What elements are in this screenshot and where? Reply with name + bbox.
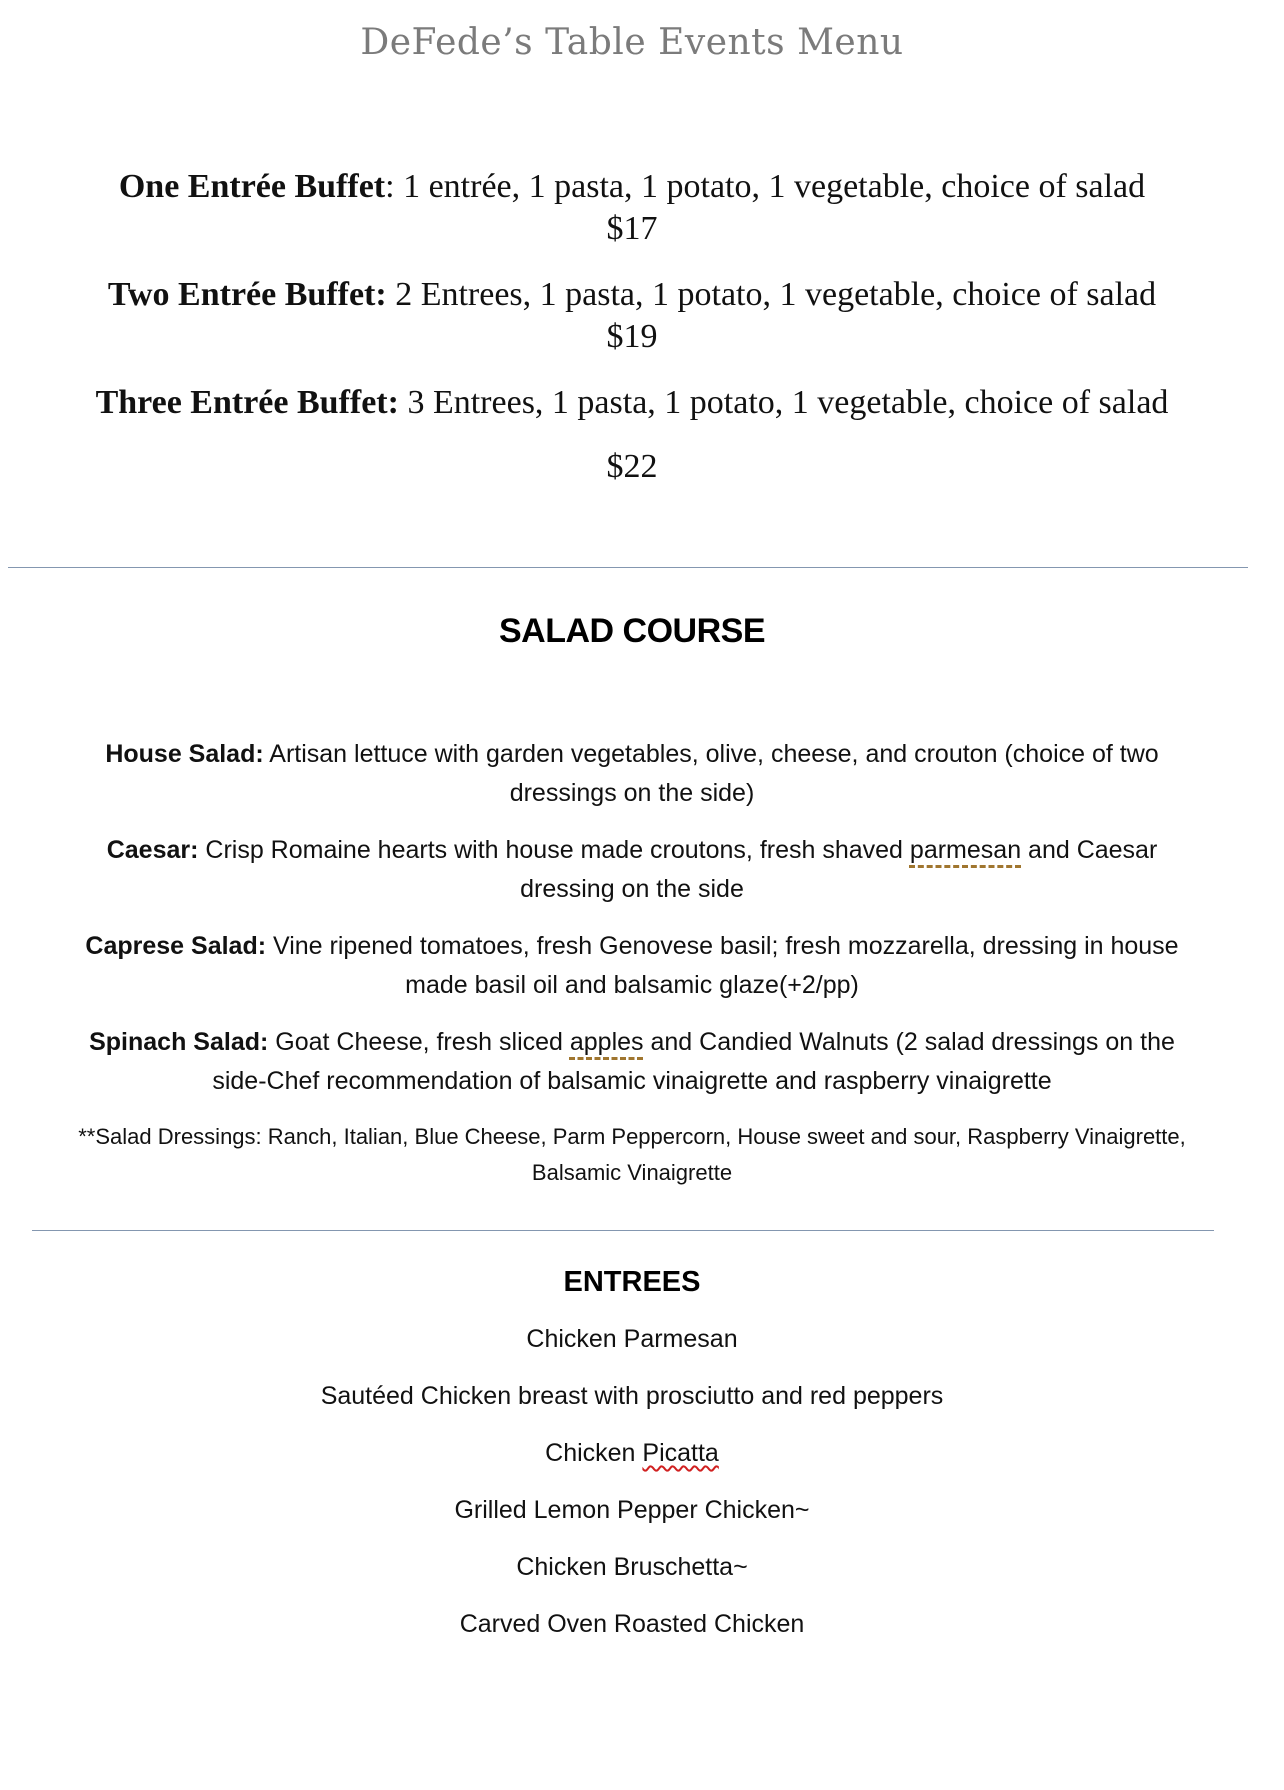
salad-course-heading: SALAD COURSE [498, 612, 766, 650]
divider-line [32, 1230, 1214, 1231]
salad-list [62, 735, 1202, 1191]
salad-dressings-note: **Salad Dressings: Ranch, Italian, Blue Cheese, Parm Peppercorn, House sweet and sour, Raspberry Vinaigrette, Balsamic Vinaigrette [78, 1124, 1186, 1185]
salad-name: House Salad: [105, 740, 264, 768]
buffet-two-price: $19 [606, 318, 658, 355]
salad-item-spinach [62, 1023, 1202, 1101]
salad-description: Artisan lettuce with garden vegetables, olive, cheese, and crouton (choice of two dressings on the side) [269, 740, 1159, 807]
buffet-options [50, 166, 1214, 512]
spelling-flagged-word: Picatta [642, 1439, 719, 1467]
entree-item: Chicken Bruschetta~ [516, 1553, 748, 1581]
entree-list [0, 1322, 1264, 1664]
buffet-one-details: 1 entrée, 1 pasta, 1 potato, 1 vegetable, choice of salad [403, 168, 1146, 205]
buffet-three-price: $22 [606, 448, 658, 485]
entree-item: Grilled Lemon Pepper Chicken~ [454, 1496, 810, 1524]
salad-name: Spinach Salad: [89, 1028, 269, 1056]
entree-item-start: Chicken [545, 1439, 643, 1467]
salad-description: Vine ripened tomatoes, fresh Genovese basil; fresh mozzarella, dressing in house made basil oil and balsamic glaze(+2/pp) [273, 932, 1179, 999]
grammar-flagged-word: apples [569, 1028, 644, 1056]
buffet-one-price: $17 [606, 210, 658, 247]
document-title: DeFede’s Table Events Menu [360, 22, 904, 63]
salad-description-end: and Candied Walnuts (2 salad dressings on the side-Chef recommendation of balsamic vinaigrette and raspberry vinaigrette [212, 1028, 1175, 1095]
buffet-one-name: One Entrée Buffet [118, 168, 386, 205]
salad-item-caprese [62, 927, 1202, 1005]
buffet-three-description [50, 382, 1214, 424]
buffet-two-separator [387, 276, 396, 313]
entrees-heading: ENTREES [563, 1266, 701, 1298]
salad-item-caesar [62, 831, 1202, 909]
salad-name: Caesar: [106, 836, 199, 864]
salad-item-house [62, 735, 1202, 813]
grammar-flagged-word: parmesan [909, 836, 1022, 864]
buffet-one-separator: : [385, 168, 404, 205]
salad-name: Caprese Salad: [85, 932, 267, 960]
buffet-three-details: 3 Entrees, 1 pasta, 1 potato, 1 vegetable, choice of salad [407, 384, 1169, 421]
buffet-two-description [50, 274, 1214, 316]
buffet-two-details: 2 Entrees, 1 pasta, 1 potato, 1 vegetable, choice of salad [395, 276, 1157, 313]
buffet-three-name: Three Entrée Buffet: [95, 384, 399, 421]
entree-item: Chicken Parmesan [526, 1325, 738, 1353]
buffet-one-description [50, 166, 1214, 208]
salad-description-start: Goat Cheese, fresh sliced [275, 1028, 570, 1056]
salad-description-end: and Caesar dressing on the side [520, 836, 1158, 903]
buffet-two-name: Two Entrée Buffet: [107, 276, 387, 313]
divider-line [8, 567, 1248, 568]
entree-item: Sautéed Chicken breast with prosciutto and red peppers [320, 1382, 944, 1410]
entree-item [0, 1436, 1264, 1493]
salad-description-start: Crisp Romaine hearts with house made croutons, fresh shaved [205, 836, 910, 864]
entree-item: Carved Oven Roasted Chicken [459, 1610, 805, 1638]
